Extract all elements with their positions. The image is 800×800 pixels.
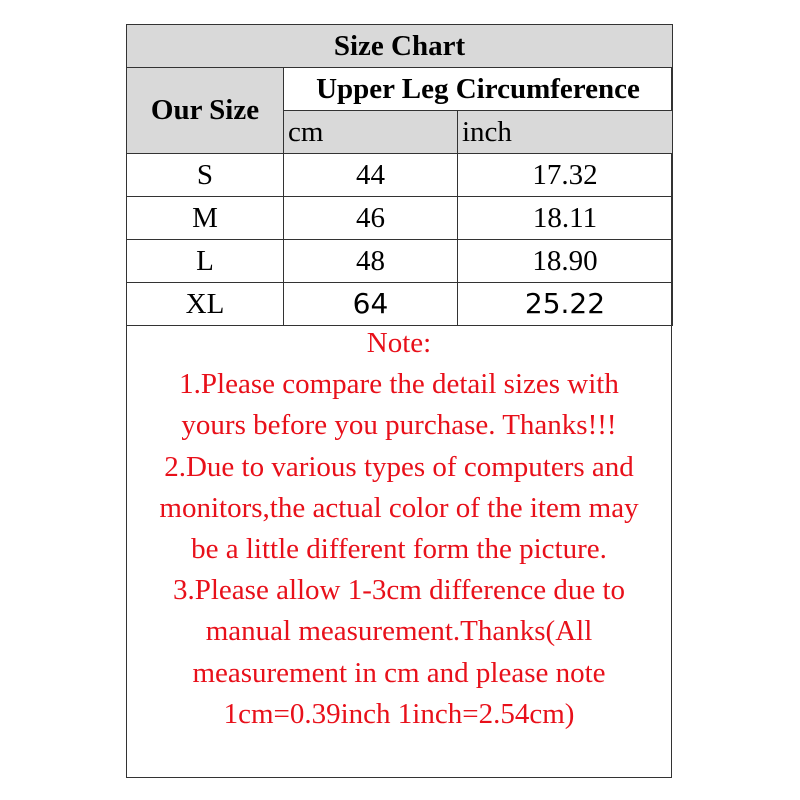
table-row — [127, 283, 673, 326]
inch-header: inch — [458, 111, 673, 154]
cm-cell: 46 — [284, 197, 458, 240]
note-line: yours before you purchase. Thanks!!! — [181, 409, 617, 442]
size-cell: XL — [127, 283, 284, 326]
size-chart-panel — [126, 24, 672, 778]
size-table — [126, 24, 673, 326]
note-line: be a little different form the picture. — [191, 533, 607, 566]
size-cell: S — [127, 154, 284, 197]
table-title: Size Chart — [127, 25, 673, 68]
inch-cell: 18.11 — [458, 197, 673, 240]
cm-header: cm — [284, 111, 458, 154]
note-line: 1.Please compare the detail sizes with — [179, 368, 619, 401]
table-row — [127, 240, 673, 283]
note-line: 3.Please allow 1-3cm difference due to — [172, 574, 626, 607]
inch-cell: 18.90 — [458, 240, 673, 283]
note-line: 2.Due to various types of computers and — [164, 450, 634, 483]
note-section — [127, 323, 671, 735]
our-size-header: Our Size — [127, 68, 284, 154]
note-line: 1cm=0.39inch 1inch=2.54cm) — [223, 697, 575, 730]
note-line: manual measurement.Thanks(All — [205, 615, 593, 648]
table-row — [127, 197, 673, 240]
cm-cell: 64 — [284, 283, 458, 326]
size-cell: M — [127, 197, 284, 240]
note-line: measurement in cm and please note — [192, 656, 606, 689]
size-cell: L — [127, 240, 284, 283]
table-row — [127, 154, 673, 197]
inch-cell: 25.22 — [458, 283, 673, 326]
note-heading: Note: — [366, 327, 432, 359]
cm-cell: 48 — [284, 240, 458, 283]
cm-cell: 44 — [284, 154, 458, 197]
upper-leg-header: Upper Leg Circumference — [284, 68, 673, 111]
note-line: monitors,the actual color of the item may — [159, 491, 639, 524]
inch-cell: 17.32 — [458, 154, 673, 197]
